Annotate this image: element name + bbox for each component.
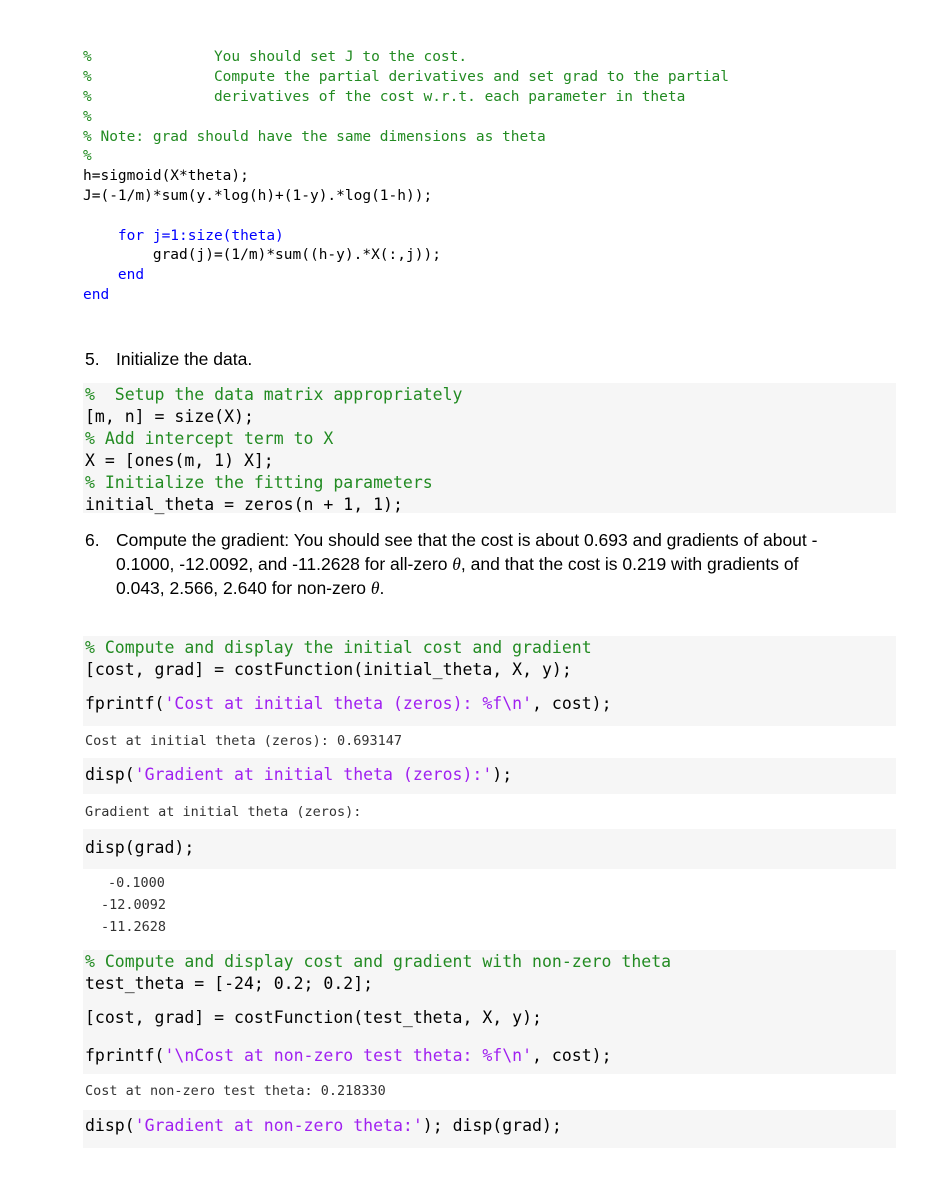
console-output: Cost at non-zero test theta: 0.218330 (85, 1083, 386, 1099)
code-line: fprintf('\nCost at non-zero test theta: %f\n', cost); (85, 1046, 612, 1065)
code-comment-line: % Setup the data matrix appropriately (85, 385, 463, 404)
code-comment-line: % Compute the partial derivatives and set grad to the partial (83, 69, 730, 85)
code-block-disp (83, 758, 896, 794)
step-text: Initialize the data. (116, 349, 253, 369)
code-comment-line: % You should set J to the cost. (83, 49, 468, 65)
code-comment-line: % Add intercept term to X (85, 429, 334, 448)
code-string: '\nCost at non-zero test theta: %f\n' (164, 1046, 533, 1065)
code-comment-line: % (83, 148, 92, 164)
step-text (116, 528, 906, 600)
code-line: disp(grad); (85, 838, 195, 857)
step-number: 6. (85, 530, 100, 550)
code-line: test_theta = [-24; 0.2; 0.2]; (85, 974, 374, 993)
code-line: initial_theta = zeros(n + 1, 1); (85, 495, 403, 514)
code-comment-line: % Initialize the fitting parameters (85, 473, 433, 492)
step-number: 5. (85, 349, 100, 369)
code-string: 'Gradient at initial theta (zeros):' (134, 765, 493, 784)
code-block-test (83, 950, 896, 1042)
code-block-fprintf (83, 1042, 896, 1074)
code-comment-line: % (83, 109, 92, 125)
console-output-value: -12.0092 (101, 897, 167, 913)
code-block-disp (83, 1110, 896, 1148)
code-string: 'Gradient at non-zero theta:' (134, 1116, 423, 1135)
code-block-disp (83, 829, 896, 869)
console-output-value: -0.1000 (108, 875, 165, 891)
step-text-line: 0.1000, -12.0092, and -11.2628 for all-zero θ, and that the cost is 0.219 with gradients of (116, 554, 799, 574)
code-comment-line: % Compute and display the initial cost and gradient (85, 638, 592, 657)
code-comment-line: % Compute and display cost and gradient with non-zero theta (85, 952, 672, 971)
code-keyword-line: end (83, 287, 110, 303)
code-string: 'Cost at initial theta (zeros): %f\n' (164, 694, 533, 713)
step-text-line: 0.043, 2.566, 2.640 for non-zero θ. (116, 578, 385, 598)
code-line: [cost, grad] = costFunction(initial_theta, X, y); (85, 660, 572, 679)
code-line: grad(j)=(1/m)*sum((h-y).*X(:,j)); (83, 247, 441, 263)
console-output: Cost at initial theta (zeros): 0.693147 (85, 733, 402, 749)
theta-symbol: θ (370, 578, 380, 598)
code-line: h=sigmoid(X*theta); (83, 168, 249, 184)
code-keyword-line: end (83, 267, 145, 283)
code-line: X = [ones(m, 1) X]; (85, 451, 274, 470)
theta-symbol: θ (452, 554, 461, 574)
code-block-cost (83, 636, 896, 726)
console-output: Gradient at initial theta (zeros): (85, 804, 362, 820)
code-line: J=(-1/m)*sum(y.*log(h)+(1-y).*log(1-h)); (83, 188, 433, 204)
console-output-value: -11.2628 (101, 919, 167, 935)
step-text-line: Compute the gradient: You should see that the cost is about 0.693 and gradients of about - (116, 530, 818, 550)
code-comment-line: % derivatives of the cost w.r.t. each parameter in theta (83, 89, 686, 105)
code-comment-line: % Note: grad should have the same dimensions as theta (83, 129, 546, 145)
code-line: disp('Gradient at initial theta (zeros):'); (85, 765, 513, 784)
code-line: [m, n] = size(X); (85, 407, 254, 426)
code-line: fprintf('Cost at initial theta (zeros): %f\n', cost); (85, 694, 612, 713)
code-line: disp('Gradient at non-zero theta:'); disp(grad); (85, 1116, 562, 1135)
code-block-init (83, 383, 896, 513)
code-keyword-line: for j=1:size(theta) (83, 228, 284, 244)
code-line: [cost, grad] = costFunction(test_theta, X, y); (85, 1008, 542, 1027)
